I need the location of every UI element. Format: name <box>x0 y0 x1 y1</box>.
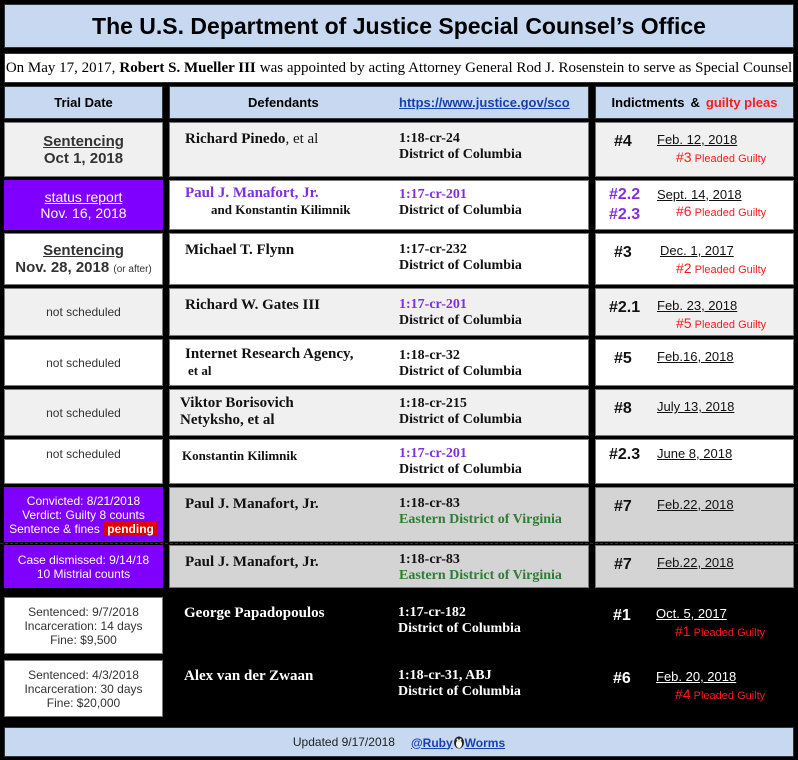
header-indictments: Indictments <box>611 95 685 110</box>
case-number: 1:18-cr-32 <box>399 348 460 363</box>
defendant-cell <box>169 660 589 717</box>
plea-text: Pleaded Guilty <box>694 319 767 331</box>
trial-date-value: Oct 1, 2018 <box>43 149 124 167</box>
header-defendants-cell <box>169 86 589 119</box>
plea-text: Pleaded Guilty <box>694 207 767 219</box>
case-info <box>399 131 522 163</box>
case-info <box>399 396 522 428</box>
indictment-cell <box>595 660 794 717</box>
case-info <box>398 668 521 700</box>
indictment-date: Dec. 1, 2017 <box>660 243 734 258</box>
trial-date-cell <box>4 180 163 230</box>
case-number: 1:17-cr-182 <box>398 605 466 620</box>
case-number: 1:18-cr-83 <box>399 496 460 511</box>
handle-part-a: @Ruby <box>410 735 453 750</box>
indictment-cell <box>595 597 794 654</box>
plea-number: #5 <box>676 315 692 331</box>
indictment-number: #5 <box>614 350 632 367</box>
footer <box>4 727 794 757</box>
defendant-name-text: Viktor Borisovich <box>180 395 294 411</box>
trial-date-cell: not scheduled <box>4 288 163 336</box>
conviction-date: Convicted: 8/21/2018 <box>26 493 141 508</box>
sentence-date: Sentenced: 4/3/2018 <box>28 667 139 682</box>
defendant-cell <box>169 597 589 654</box>
penguin-icon <box>453 735 465 749</box>
mistrial-counts: 10 Mistrial counts <box>36 566 131 581</box>
pending-badge: pending <box>103 522 158 536</box>
case-info <box>399 552 562 584</box>
plea-number: #6 <box>676 203 692 219</box>
trial-date-cell <box>4 660 163 717</box>
plea-text: Pleaded Guilty <box>694 153 767 165</box>
subtitle-prefix: On May 17, 2017, <box>5 59 116 76</box>
updated-date: Updated 9/17/2018 <box>292 735 395 749</box>
indictment-date: Feb.22, 2018 <box>657 497 734 512</box>
trial-date-cell <box>4 233 163 285</box>
subtitle-suffix: was appointed by acting Attorney General Rod J. Rosenstein to serve as Special Counsel <box>259 59 793 76</box>
plea-number: #2 <box>676 260 692 276</box>
defendant-name: Richard W. Gates III <box>185 297 321 313</box>
plea-badge <box>676 260 766 276</box>
case-info <box>399 297 522 329</box>
defendant-name: Paul J. Manafort, Jr. <box>185 496 319 512</box>
defendant-cell <box>169 288 589 336</box>
sentence-date: Sentenced: 9/7/2018 <box>28 604 139 619</box>
indictment-number: #6 <box>613 670 631 687</box>
indictment-date: July 13, 2018 <box>657 399 735 414</box>
plea-number: #3 <box>676 149 692 165</box>
indictment-number-a: #2.2 <box>609 186 641 203</box>
defendant-cell <box>169 122 589 177</box>
trial-date-note: (or after) <box>113 264 152 275</box>
trial-date-value: Nov. 28, 2018 <box>15 259 110 276</box>
defendant-name: George Papadopoulos <box>184 605 325 621</box>
district: District of Columbia <box>399 258 522 273</box>
case-number: 1:17-cr-201 <box>399 446 467 461</box>
district: District of Columbia <box>398 621 521 636</box>
defendant-name <box>185 346 353 379</box>
indictment-number: #3 <box>614 244 632 261</box>
district: Eastern District of Virginia <box>399 568 562 583</box>
indictment-date: Feb. 12, 2018 <box>657 132 738 147</box>
trial-date-cell <box>4 487 163 542</box>
trial-date-cell: not scheduled <box>4 389 163 436</box>
case-info <box>399 242 522 274</box>
indictment-number: #2.1 <box>609 299 641 316</box>
indictment-cell <box>595 339 794 386</box>
fine: Fine: $20,000 <box>46 695 121 710</box>
indictment-number-b: #2.3 <box>609 206 641 223</box>
defendant-name: Paul J. Manafort, Jr. <box>185 554 319 570</box>
defendant-name: Konstantin Kilimnik <box>182 448 298 463</box>
defendant-cell <box>169 339 589 386</box>
district: District of Columbia <box>398 684 521 699</box>
district: District of Columbia <box>399 462 522 477</box>
trial-date-value: Nov. 16, 2018 <box>40 205 127 221</box>
case-info <box>399 187 522 219</box>
indictment-number: #7 <box>614 556 632 573</box>
case-info <box>398 605 521 637</box>
plea-text: Pleaded Guilty <box>694 264 767 276</box>
subtitle <box>4 53 794 83</box>
header-indictments-cell <box>595 86 794 119</box>
case-number: 1:17-cr-201 <box>399 297 467 312</box>
trial-date-cell: not scheduled <box>4 339 163 386</box>
defendant-name: Alex van der Zwaan <box>184 668 314 684</box>
header-trial-date: Trial Date <box>4 86 163 119</box>
indictment-cell <box>595 122 794 177</box>
defendant-cell <box>169 545 589 588</box>
header-amp: & <box>690 95 700 110</box>
header-defendants: Defendants <box>248 95 319 110</box>
trial-date-cell <box>4 597 163 654</box>
trial-date-cell <box>4 122 163 177</box>
indictment-number: #1 <box>613 607 631 624</box>
indictment-cell <box>595 545 794 588</box>
defendant-name: Michael T. Flynn <box>185 242 295 258</box>
case-number: 1:18-cr-31, ABJ <box>398 668 492 683</box>
subtitle-name: Robert S. Mueller III <box>119 59 256 76</box>
indictment-number: #7 <box>614 498 632 515</box>
indictment-date: Feb. 20, 2018 <box>656 669 737 684</box>
indictment-date: Oct. 5, 2017 <box>656 606 727 621</box>
trial-date-label: Sentencing <box>43 242 124 259</box>
case-number: 1:18-cr-83 <box>399 552 460 567</box>
header-guilty-pleas: guilty pleas <box>705 95 778 110</box>
case-info <box>399 446 522 478</box>
defendant-name <box>180 395 294 429</box>
row-divider <box>0 543 798 544</box>
trial-date-label: status report <box>44 189 123 205</box>
indictment-cell <box>595 180 794 230</box>
defendant-cell <box>169 487 589 542</box>
defendant-cell <box>169 439 589 484</box>
sco-link[interactable]: https://www.justice.gov/sco <box>399 95 570 110</box>
indictment-cell <box>595 487 794 542</box>
defendant-name <box>185 185 350 218</box>
plea-badge <box>676 203 766 219</box>
district: District of Columbia <box>399 412 522 427</box>
plea-text: Pleaded Guilty <box>693 627 766 639</box>
defendant-cell <box>169 389 589 436</box>
plea-badge <box>675 686 765 702</box>
defendant-cell <box>169 180 589 230</box>
indictment-cell <box>595 389 794 436</box>
plea-number: #4 <box>675 686 691 702</box>
fine: Fine: $9,500 <box>50 632 117 647</box>
indictment-date: Feb.22, 2018 <box>657 555 734 570</box>
indictment-cell <box>595 288 794 336</box>
page-title: The U.S. Department of Justice Special Counsel’s Office <box>4 4 794 48</box>
handle-part-b: Worms <box>464 735 506 750</box>
trial-date-cell: not scheduled <box>4 439 163 484</box>
sentence-label: Sentence & fines <box>9 521 100 536</box>
incarceration: Incarceration: 14 days <box>24 618 143 633</box>
defendant-suffix: , et al <box>285 131 319 147</box>
trial-date-label: Sentencing <box>43 132 124 150</box>
incarceration: Incarceration: 30 days <box>24 681 143 696</box>
district: District of Columbia <box>399 147 522 162</box>
indictment-cell <box>595 233 794 285</box>
plea-badge <box>675 623 765 639</box>
indictment-date: Feb.16, 2018 <box>657 349 734 364</box>
case-number: 1:18-cr-24 <box>399 131 460 146</box>
case-number: 1:18-cr-215 <box>399 396 467 411</box>
defendant-sub: and Konstantin Kilimnik <box>211 202 351 217</box>
plea-badge <box>676 149 766 165</box>
case-info <box>399 348 522 380</box>
plea-badge <box>676 315 766 331</box>
defendant-sub: et al <box>188 363 212 378</box>
trial-date-cell <box>4 545 163 588</box>
indictment-date: Feb. 23, 2018 <box>657 298 738 313</box>
case-number: 1:17-cr-232 <box>399 242 467 257</box>
case-number: 1:17-cr-201 <box>399 187 467 202</box>
plea-text: Pleaded Guilty <box>693 690 766 702</box>
case-info <box>399 496 562 528</box>
verdict: Verdict: Guilty 8 counts <box>22 507 145 522</box>
indictment-cell <box>595 439 794 484</box>
indictment-date: Sept. 14, 2018 <box>657 187 742 202</box>
defendant-name-text: Richard Pinedo <box>185 131 286 147</box>
plea-number: #1 <box>675 623 691 639</box>
indictment-number: #2.3 <box>609 446 641 463</box>
defendant-name-text: Internet Research Agency, <box>185 346 354 362</box>
indictment-number: #4 <box>614 133 632 150</box>
district: Eastern District of Virginia <box>399 512 562 527</box>
indictment-number: #8 <box>614 400 632 417</box>
district: District of Columbia <box>399 364 522 379</box>
defendant-cell <box>169 233 589 285</box>
indictment-date: June 8, 2018 <box>657 446 733 461</box>
district: District of Columbia <box>399 203 522 218</box>
indictment-number <box>609 185 640 225</box>
defendant-sub: Netyksho, et al <box>180 412 275 428</box>
author-handle[interactable] <box>411 735 505 750</box>
dismissal-date: Case dismissed: 9/14/18 <box>17 552 150 567</box>
district: District of Columbia <box>399 313 522 328</box>
defendant-name-text: Paul J. Manafort, Jr. <box>185 185 319 201</box>
defendant-name <box>185 131 318 148</box>
